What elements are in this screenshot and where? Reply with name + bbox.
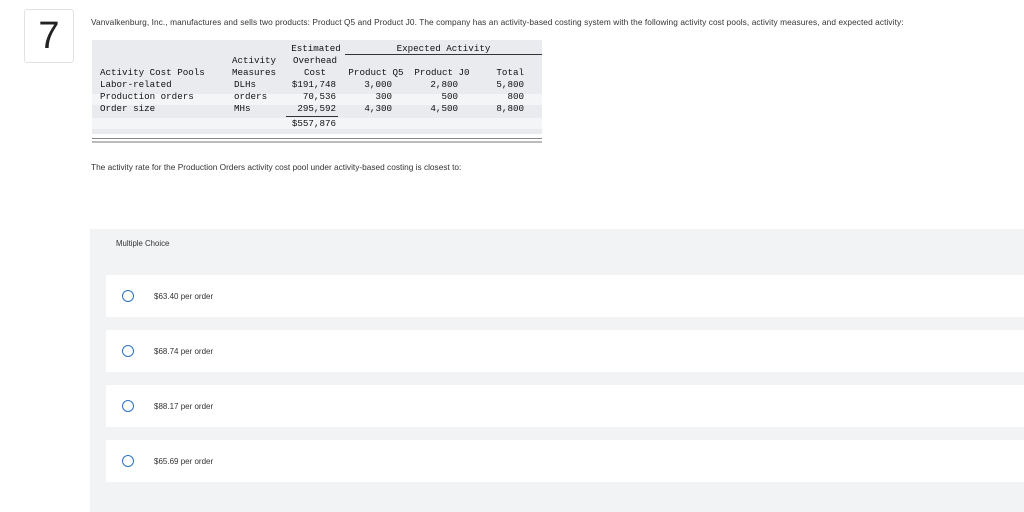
table-bottom-rule-thick [92, 141, 542, 143]
question-statement: The activity rate for the Production Orders activity cost pool under activity-based costing is closest to: [91, 162, 462, 172]
row-j0: 4,500 [430, 103, 458, 114]
row-pool: Production orders [100, 91, 194, 102]
cost-subtotal-rule [286, 116, 338, 117]
row-total: 8,800 [496, 103, 524, 114]
multiple-choice-label: Multiple Choice [116, 239, 170, 248]
row-pool: Order size [100, 103, 156, 114]
multiple-choice-panel [90, 229, 1024, 512]
row-q5: 3,000 [364, 79, 392, 90]
radio-circle-icon[interactable] [122, 290, 134, 302]
row-q5: 300 [375, 91, 392, 102]
header-product-q5: Product Q5 [348, 67, 404, 78]
radio-circle-icon[interactable] [122, 345, 134, 357]
radio-circle-icon[interactable] [122, 455, 134, 467]
total-cost: $557,876 [291, 118, 336, 129]
row-q5: 4,300 [364, 103, 392, 114]
row-cost: 70,536 [302, 91, 336, 102]
row-total: 800 [507, 91, 524, 102]
radio-circle-icon[interactable] [122, 400, 134, 412]
choice-text: $63.40 per order [154, 291, 214, 301]
choice-text: $68.74 per order [154, 346, 214, 356]
row-pool: Labor-related [100, 79, 172, 90]
choice-text: $88.17 per order [154, 401, 214, 411]
question-number: 7 [38, 14, 60, 57]
choice-option-a[interactable] [106, 275, 1024, 317]
row-j0: 2,800 [430, 79, 458, 90]
header-cost: Cost [303, 67, 327, 78]
row-measure: MHs [234, 103, 251, 114]
table-bottom-rule [92, 138, 542, 139]
choice-option-d[interactable] [106, 440, 1024, 482]
row-j0: 500 [441, 91, 458, 102]
row-cost: $191,748 [291, 79, 336, 90]
header-overhead: Overhead [292, 55, 338, 66]
row-cost: 295,592 [297, 103, 336, 114]
row-total: 5,800 [496, 79, 524, 90]
header-estimated: Estimated [291, 43, 341, 54]
question-number-badge [24, 9, 74, 63]
header-product-j0: Product J0 [414, 67, 470, 78]
choice-option-c[interactable] [106, 385, 1024, 427]
choice-option-b[interactable] [106, 330, 1024, 372]
row-measure: DLHs [234, 79, 257, 90]
header-measures: Measures [231, 67, 277, 78]
header-activity: Activity [231, 55, 277, 66]
header-cost-pools: Activity Cost Pools [100, 67, 205, 78]
header-rule [345, 54, 542, 55]
row-measure: orders [234, 91, 268, 102]
choice-text: $65.69 per order [154, 456, 214, 466]
header-total: Total [496, 67, 524, 78]
activity-cost-table [92, 40, 542, 138]
question-prompt: Vanvalkenburg, Inc., manufactures and sells two products: Product Q5 and Product J0. The company has an activity-based costing system with the following activity cost pools, activity measures, and expected activity: [91, 17, 904, 27]
header-expected-activity: Expected Activity [396, 43, 491, 54]
